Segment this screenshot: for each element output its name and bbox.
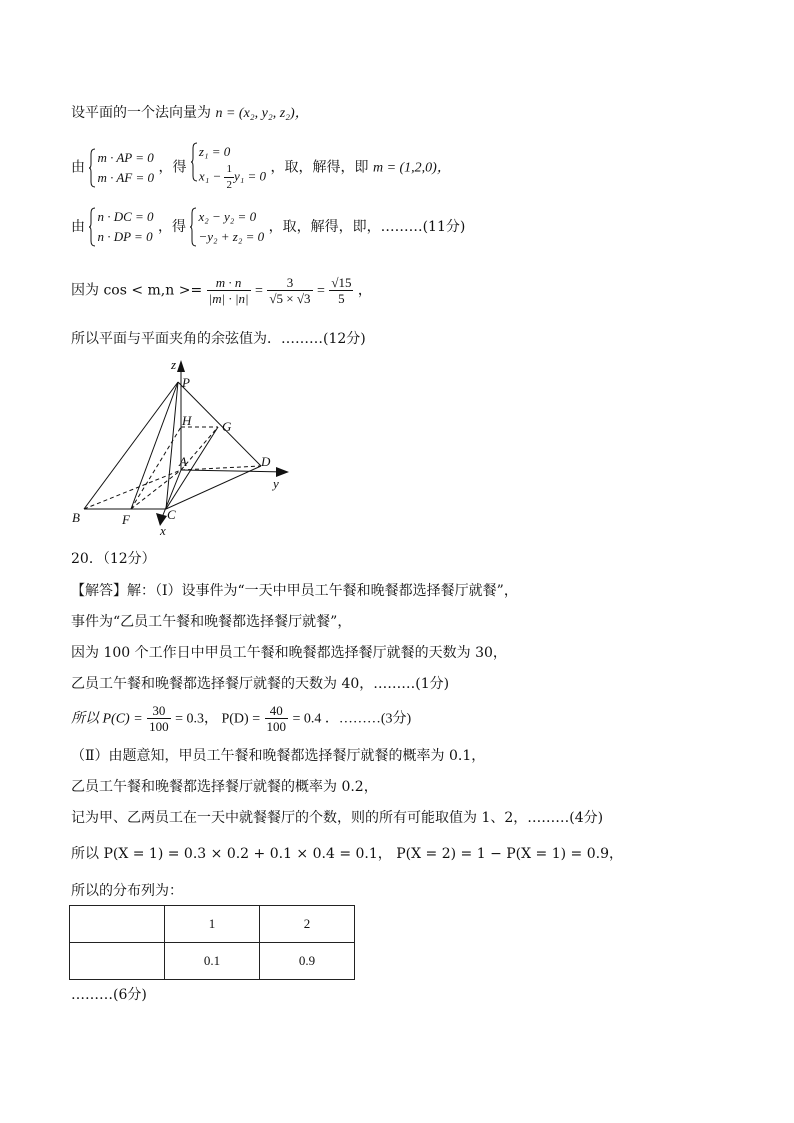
label-z: z [171,357,177,372]
table-cell: 0.9 [260,943,355,980]
equation-z1: z₁ = 0 [198,144,231,159]
label-y: y [273,476,279,491]
equation-y2-z2: −y₂ + z₂ = 0 [198,229,265,244]
left-brace-icon [191,142,198,182]
answer-line-2: 事件为“乙员工午餐和晚餐都选择餐厅就餐”， [71,614,352,630]
half-denominator: 2 [226,179,232,191]
system-n-mid: ，得 [158,219,186,235]
system-m-conditions [89,148,154,188]
table-cell: 2 [260,906,355,943]
condition-m-af: m · AF = 0 [97,169,155,185]
table-cell [70,906,165,943]
half-numerator: 1 [224,162,234,178]
condition-n-dc: n · DC = 0 [97,209,154,224]
label-D: D [261,454,271,469]
left-brace-icon [89,148,96,188]
cosine-conclusion: 所以平面与平面夹角的余弦值为．………(12分) [71,331,366,347]
cosine-line: 因为 cos < m,n >= $\frac{m \cdot n}{|m| \cdot |n|}$ = $\frac{3}{√5 \times √3}$ = $\frac{√15}{5}$ ， [71,275,372,306]
answer-line-1: 【解答】解：（Ⅰ）设事件为“一天中甲员工午餐和晚餐都选择餐厅就餐”， [71,583,518,599]
system-m-tail: ，取，解得，即 [270,159,369,176]
table-row [70,943,355,980]
table-cell: 1 [165,906,260,943]
cosine-prefix: 因为 cos < m,n >= [71,282,203,299]
system-n-conditions [89,207,153,247]
answer-line-4: 乙员工午餐和晚餐都选择餐厅就餐的天数为 40，………(1分) [71,676,450,692]
label-F: F [122,512,130,527]
system-n-equations [190,207,264,247]
answer-line-9: 所以 P(X = 1) = 0.3 × 0.2 + 0.1 × 0.4 = 0.1， P(X = 2) = 1 − P(X = 1) = 0.9， [71,846,623,862]
table-cell [70,943,165,980]
left-brace-icon [89,207,96,247]
normal-vector-expr: n = (x₂, y₂, z₂)， [215,106,309,121]
probability-line: 所以 P(C) = $\frac{30}{100}$ = 0.3， P(D) = $\frac{40}{100}$ = 0.4 ．………(3分) [71,703,412,734]
table-cell: 0.1 [165,943,260,980]
cosine-fraction-1: $\frac{m \cdot n}{|m| \cdot |n|}$ [208,275,249,306]
equation-x1-y1: x₁ − $\frac{1}{2}$ y₁ = 0 [198,163,267,191]
vector-m-result: m = (1,2,0)， [372,160,451,176]
equation-x2-y2: x₂ − y₂ = 0 [198,209,257,224]
pyramid-figure [68,356,298,538]
answer-line-11: ………(6分) [71,987,147,1003]
left-brace-icon [190,207,197,247]
edge-PF [131,382,178,509]
label-B: B [72,510,80,525]
label-C: C [167,507,176,522]
answer-line-6: （Ⅱ）由题意知，甲员工午餐和晚餐都选择餐厅就餐的概率为 0.1， [71,748,486,764]
cosine-fraction-2: $\frac{3}{√5 \times √3}$ [269,275,311,306]
answer-line-7: 乙员工午餐和晚餐都选择餐厅就餐的概率为 0.2， [71,779,378,795]
cosine-fraction-3: $\frac{√15}{5}$ [331,275,352,306]
label-A: A [179,454,187,469]
system-n-line [71,207,465,247]
system-m-equations [191,142,266,193]
prob-d-fraction: $\frac{40}{100}$ [266,703,287,734]
system-m-prefix: 由 [71,159,85,176]
answer-line-3: 因为 100 个工作日中甲员工午餐和晚餐都选择餐厅就餐的天数为 30， [71,645,507,661]
normal-vector-intro: 设平面的一个法向量为 [71,105,211,121]
problem-20-heading: 20．（12分） [71,551,156,567]
label-P: P [182,375,190,390]
z-axis-arrow-icon [177,360,185,372]
distribution-table [69,905,355,980]
edge-PC [166,382,178,509]
answer-line-10: 所以的分布列为： [71,883,183,899]
prob-c-fraction: $\frac{30}{100}$ [149,703,169,734]
label-H: H [182,413,192,428]
system-m-mid: ，得 [158,159,187,176]
label-G: G [222,419,232,434]
y-axis [181,470,286,472]
system-n-prefix: 由 [71,219,85,235]
system-n-tail: ，取，解得，即，………(11分) [268,219,466,235]
condition-n-dp: n · DP = 0 [97,229,153,244]
normal-vector-line [71,104,309,123]
table-row [70,906,355,943]
answer-line-8: 记为甲、乙两员工在一天中就餐餐厅的个数，则的所有可能取值为 1、2，………(4分) [71,810,604,826]
system-m-line [71,142,451,193]
label-x: x [160,523,166,538]
condition-m-ap: m · AP = 0 [97,149,154,165]
